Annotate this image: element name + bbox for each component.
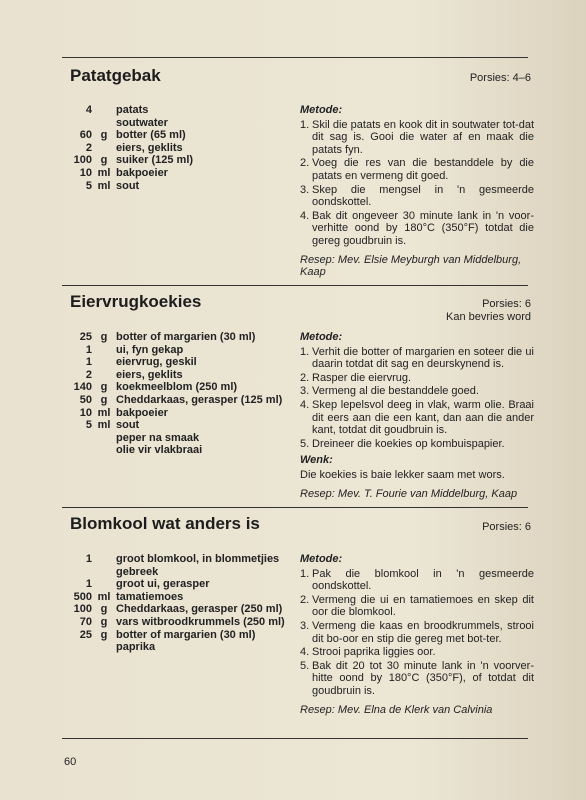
ingredient-unit [92, 641, 116, 654]
ingredient-name: soutwater [116, 116, 168, 129]
step-number: 1. [300, 345, 310, 358]
ingredient-name: tamatiemoes [116, 590, 184, 603]
ingredient-unit [92, 578, 116, 591]
ingredient-name: paprika [116, 641, 156, 654]
method-section [300, 104, 534, 279]
step-text: Bak dit ongeveer 30 minute lank in 'n voor-verhitte oond by 180°C (350°F) totdat die gereg goudbruin is. [312, 209, 534, 247]
ingredient-name: vars witbroodkrummels (250 ml) [116, 615, 285, 628]
step-number: 5. [300, 659, 310, 672]
ingredient-unit [92, 117, 116, 130]
step-number: 1. [300, 118, 310, 131]
step-number: 4. [300, 398, 310, 411]
ingredient-unit [92, 553, 116, 578]
step-number: 5. [300, 437, 310, 450]
ingredient-name: eiers, geklits [116, 368, 183, 381]
ingredient-row [58, 591, 298, 604]
step-text: Pak die blomkool in 'n gesmeerde oondskottel. [312, 567, 534, 593]
recipe-title: Eiervrugkoekies [70, 292, 202, 311]
ingredient-name: sout [116, 179, 140, 192]
method-section [300, 553, 534, 716]
method-step [300, 346, 534, 371]
ingredient-unit [92, 444, 116, 457]
recipe-title: Patatgebak [70, 66, 161, 85]
ingredient-row [58, 154, 298, 167]
ingredient-qty: 50 [79, 393, 92, 406]
divider-top [62, 57, 528, 58]
ingredient-row [58, 629, 298, 642]
ingredient-unit: g [100, 381, 108, 394]
ingredient-qty: 10 [79, 406, 92, 419]
step-text: Vermeng die ui en tamatiemoes en skep dit oor die blomkool. [312, 593, 534, 619]
ingredient-name: ui, fyn gekap [116, 343, 184, 356]
wenk-label: Wenk: [300, 454, 333, 467]
step-number: 3. [300, 619, 310, 632]
method-step [300, 399, 534, 437]
step-text: Skep die mengsel in 'n gesmeerde oondskottel. [312, 183, 534, 209]
step-text: Skep lepelsvol deeg in vlak, warm olie. Braai dit eers aan die een kant, dan aan die ander kant, totdat dit goudbruin is. [312, 398, 534, 437]
ingredient-unit: g [100, 154, 108, 167]
ingredient-list [58, 331, 298, 457]
ingredient-name: olie vir vlakbraai [116, 444, 203, 457]
ingredient-row [58, 432, 298, 445]
ingredient-qty: 10 [79, 166, 92, 179]
ingredient-unit [92, 369, 116, 382]
ingredient-qty: 100 [73, 603, 92, 616]
ingredient-qty: 70 [79, 615, 92, 628]
ingredient-row [58, 142, 298, 155]
ingredient-unit [92, 142, 116, 155]
ingredient-row [58, 641, 298, 654]
ingredient-name: botter of margarien (30 ml) [116, 628, 256, 641]
recipe-porsies [482, 521, 531, 534]
ingredient-row [58, 444, 298, 457]
step-text: Bak dit 20 tot 30 minute lank in 'n voorver-hitte oond by 180°C (350°F), of totdat dit goudbruin is. [312, 659, 534, 697]
ingredient-name: botter (65 ml) [116, 129, 186, 142]
step-text: Skil die patats en kook dit in soutwater tot-dat dit sag is. Gooi die water af en maak die patats fyn. [312, 118, 534, 156]
ingredient-row [58, 603, 298, 616]
step-number: 4. [300, 646, 310, 659]
ingredient-name: peper na smaak [116, 431, 200, 444]
porsies-note: Kan bevries word [446, 311, 531, 323]
ingredient-row [58, 369, 298, 382]
step-number: 3. [300, 183, 310, 196]
ingredient-qty: 4 [85, 104, 92, 116]
method-step [300, 184, 534, 209]
ingredient-name: eiers, geklits [116, 141, 183, 154]
ingredient-qty: 500 [73, 590, 92, 603]
ingredient-name: sout [116, 419, 140, 432]
page-number: 60 [64, 756, 77, 768]
ingredient-unit [92, 104, 116, 117]
recipe-credit: Resep: Mev. Elsie Meyburgh van Middelburg, Kaap [300, 253, 522, 279]
step-number: 2. [300, 371, 310, 384]
ingredient-unit: g [100, 393, 108, 406]
recipe-credit: Resep: Mev. T. Fourie van Middelburg, Kaap [300, 487, 518, 500]
ingredient-row [58, 167, 298, 180]
divider-bottom [62, 738, 528, 739]
method-step [300, 385, 534, 398]
wenk-text: Die koekies is baie lekker saam met wors. [300, 468, 505, 481]
recipe-credit: Resep: Mev. Elna de Klerk van Calvinia [300, 703, 493, 716]
ingredient-list [58, 553, 298, 654]
step-text: Voeg die res van die bestanddele by die patats en vermeng dit goed. [312, 157, 534, 182]
ingredient-row [58, 553, 298, 578]
method-step [300, 119, 534, 157]
ingredient-list [58, 104, 298, 192]
step-text: Strooi paprika liggies oor. [312, 646, 436, 659]
ingredient-name: Cheddarkaas, gerasper (250 ml) [116, 603, 283, 616]
ingredient-row [58, 394, 298, 407]
step-number: 4. [300, 209, 310, 222]
ingredient-qty: 5 [85, 419, 92, 432]
ingredient-unit [92, 344, 116, 357]
ingredient-unit: g [100, 129, 108, 142]
porsies-text: Porsies: 4–6 [469, 72, 531, 84]
ingredient-unit: g [100, 331, 108, 343]
recipe-porsies [470, 72, 531, 85]
step-text: Dreineer die koekies op kombuispapier. [312, 437, 505, 450]
ingredient-unit: ml [97, 419, 111, 432]
recipe-title: Blomkool wat anders is [70, 514, 260, 533]
ingredient-row [58, 129, 298, 142]
ingredient-qty: 25 [79, 331, 92, 343]
ingredient-row [58, 381, 298, 394]
ingredient-row [58, 331, 298, 344]
method-step [300, 594, 534, 619]
ingredient-unit: g [100, 603, 108, 616]
ingredient-row [58, 419, 298, 432]
ingredient-row [58, 180, 298, 193]
ingredient-qty: 25 [79, 628, 92, 641]
ingredient-qty: 1 [85, 553, 92, 565]
ingredient-row [58, 407, 298, 420]
ingredient-row [58, 117, 298, 130]
ingredient-name: suiker (125 ml) [116, 154, 194, 167]
method-label: Metode: [300, 104, 343, 116]
ingredient-name: groot blomkool, in blommetjies gebreek [116, 553, 280, 578]
method-step [300, 620, 534, 645]
step-number: 3. [300, 385, 310, 398]
ingredient-qty: 2 [85, 141, 92, 154]
ingredient-row [58, 616, 298, 629]
ingredient-qty: 1 [85, 578, 92, 591]
ingredient-name: koekmeelblom (250 ml) [116, 381, 238, 394]
porsies-text: Porsies: 6 [482, 521, 531, 533]
ingredient-name: bakpoeier [116, 406, 168, 419]
ingredient-unit [92, 356, 116, 369]
divider-middle-2 [62, 507, 528, 508]
ingredient-qty [58, 641, 92, 654]
ingredient-name: botter of margarien (30 ml) [116, 331, 256, 343]
ingredient-name: Cheddarkaas, gerasper (125 ml) [116, 393, 283, 406]
ingredient-qty [58, 432, 92, 445]
ingredient-row [58, 104, 298, 117]
porsies-text: Porsies: 6 [482, 298, 531, 310]
ingredient-unit: ml [97, 166, 111, 179]
ingredient-row [58, 578, 298, 591]
method-step [300, 372, 534, 385]
ingredient-unit: ml [97, 179, 111, 192]
divider-middle-1 [62, 285, 528, 286]
ingredient-unit: g [100, 615, 108, 628]
ingredient-qty: 1 [85, 343, 92, 356]
step-number: 2. [300, 593, 310, 606]
method-step [300, 210, 534, 248]
ingredient-qty: 60 [79, 129, 92, 142]
method-section [300, 331, 534, 500]
ingredient-qty [58, 444, 92, 457]
method-step [300, 568, 534, 593]
ingredient-row [58, 356, 298, 369]
method-step [300, 660, 534, 698]
ingredient-qty: 5 [85, 179, 92, 192]
method-label: Metode: [300, 331, 343, 343]
ingredient-name: eiervrug, geskil [116, 356, 197, 369]
recipe-porsies [446, 298, 531, 324]
step-text: Vermeng die kaas en broodkrummels, strooi dit bo-oor en stip die gereg met bot-ter. [312, 619, 534, 645]
ingredient-qty: 1 [85, 356, 92, 369]
ingredient-name: bakpoeier [116, 166, 168, 179]
ingredient-unit [92, 432, 116, 445]
ingredient-row [58, 344, 298, 357]
ingredient-unit: ml [97, 590, 111, 603]
ingredient-name: groot ui, gerasper [116, 578, 210, 591]
method-label: Metode: [300, 553, 343, 565]
ingredient-qty: 140 [73, 381, 92, 394]
ingredient-unit: g [100, 628, 108, 641]
step-text: Verhit die botter of margarien en soteer die ui daarin totdat dit sag en deurskynend is. [312, 345, 534, 371]
ingredient-unit: ml [97, 406, 111, 419]
step-number: 1. [300, 567, 310, 580]
method-step [300, 646, 534, 659]
step-text: Rasper die eiervrug. [312, 371, 412, 384]
step-text: Vermeng al die bestanddele goed. [312, 385, 479, 398]
ingredient-qty: 2 [85, 368, 92, 381]
method-step [300, 438, 534, 451]
ingredient-name: patats [116, 104, 149, 116]
method-step [300, 157, 534, 182]
ingredient-qty: 100 [73, 154, 92, 167]
step-number: 2. [300, 157, 310, 170]
ingredient-qty [58, 117, 92, 130]
